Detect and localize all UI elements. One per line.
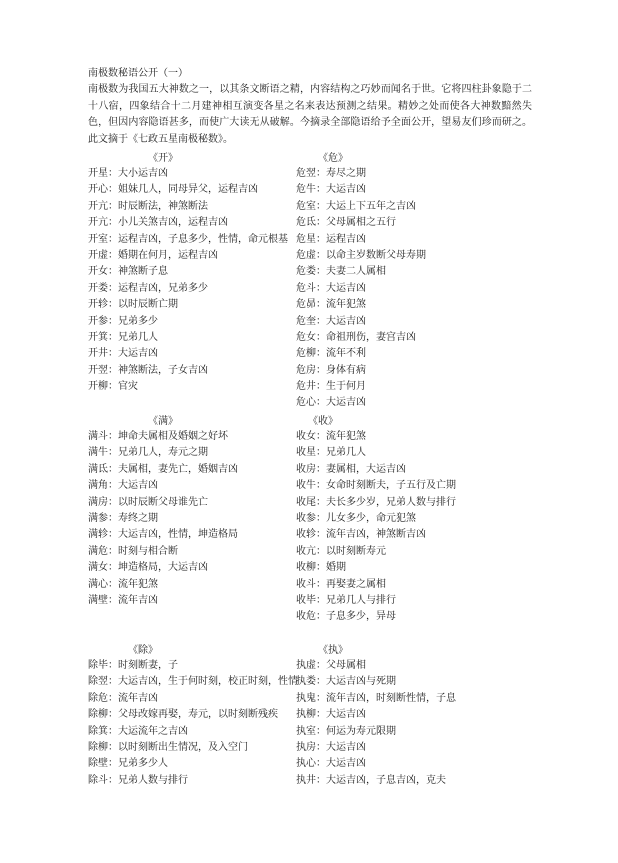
entry-key: 收女： bbox=[296, 431, 326, 442]
entry-kai-4 bbox=[88, 232, 288, 248]
entry-wei-1 bbox=[296, 182, 426, 198]
entry-zhi-0 bbox=[296, 658, 456, 674]
entry-shou-2 bbox=[296, 462, 456, 478]
entry-key: 收星： bbox=[296, 447, 326, 459]
entry-zhi-6 bbox=[296, 756, 456, 772]
section-list-zhi bbox=[296, 658, 456, 789]
entry-shou-11 bbox=[296, 609, 456, 625]
entry-key: 危昴： bbox=[296, 299, 326, 311]
entry-zhi-3 bbox=[296, 707, 456, 723]
entry-key: 开轸： bbox=[88, 299, 118, 311]
entry-text: 运程吉凶 bbox=[326, 233, 366, 245]
entry-key: 开柳： bbox=[88, 381, 118, 393]
entry-text: 大运吉凶 bbox=[326, 709, 366, 721]
entry-key: 除斗： bbox=[88, 774, 118, 786]
entry-text: 流年犯煞 bbox=[326, 299, 366, 311]
entry-text: 大运流年之吉凶 bbox=[118, 725, 188, 737]
entry-chu-3 bbox=[88, 707, 298, 723]
entry-text: 时刻断妻，子 bbox=[118, 660, 178, 671]
entry-text: 大运吉凶 bbox=[326, 282, 366, 294]
entry-text: 运程吉凶，子息多少，性情，命元根基 bbox=[118, 233, 288, 245]
entry-kai-6 bbox=[88, 264, 288, 280]
entry-shou-6 bbox=[296, 527, 456, 543]
entry-key: 执心： bbox=[296, 758, 326, 770]
entry-text: 运程吉凶，兄弟多少 bbox=[118, 282, 208, 294]
section-list-kai bbox=[88, 166, 288, 395]
section-list-wei bbox=[296, 166, 426, 412]
section-list-man bbox=[88, 429, 238, 609]
entry-text: 大运吉凶 bbox=[326, 397, 366, 409]
entry-key: 危翌： bbox=[296, 168, 326, 179]
entry-kai-13 bbox=[88, 379, 288, 395]
entry-text: 何运为寿元限期 bbox=[326, 725, 396, 737]
entry-man-7 bbox=[88, 544, 238, 560]
entry-key: 满房： bbox=[88, 496, 118, 508]
entry-shou-0 bbox=[296, 429, 456, 445]
entry-wei-7 bbox=[296, 281, 426, 297]
entry-text: 大运吉凶 bbox=[326, 741, 366, 753]
entry-text: 兄弟几人 bbox=[326, 447, 366, 459]
section-title-man: 《满》 bbox=[148, 416, 178, 427]
entry-shou-10 bbox=[296, 593, 456, 609]
section-title-kai: 《开》 bbox=[148, 153, 178, 164]
entry-key: 满心： bbox=[88, 578, 118, 590]
entry-text: 流年吉凶，时刻断性情，子息 bbox=[326, 692, 456, 704]
entry-key: 执柳： bbox=[296, 709, 326, 721]
entry-shou-1 bbox=[296, 445, 456, 461]
entry-key: 危奎： bbox=[296, 315, 326, 327]
entry-key: 开亢： bbox=[88, 217, 118, 229]
entry-text: 再娶妻之属相 bbox=[326, 578, 386, 590]
section-list-shou bbox=[296, 429, 456, 626]
entry-text: 兄弟几人 bbox=[118, 331, 158, 343]
section-title-wei: 《危》 bbox=[318, 153, 348, 164]
entry-text: 寿尽之期 bbox=[326, 168, 366, 179]
entry-key: 除壁： bbox=[88, 758, 118, 770]
entry-text: 子息多少，异母 bbox=[326, 611, 396, 623]
entry-wei-13 bbox=[296, 379, 426, 395]
entry-key: 收毕： bbox=[296, 594, 326, 606]
section-title-zhi: 《执》 bbox=[318, 645, 348, 656]
entry-text: 姐妹几人，同母异父，运程吉凶 bbox=[118, 184, 258, 196]
entry-man-9 bbox=[88, 577, 238, 593]
entry-man-6 bbox=[88, 527, 238, 543]
entry-wei-14 bbox=[296, 395, 426, 411]
entry-wei-4 bbox=[296, 232, 426, 248]
entry-key: 开室： bbox=[88, 233, 118, 245]
entry-text: 大运吉凶，生于何时刻，校正时刻，性情 bbox=[118, 676, 298, 688]
entry-text: 小儿关煞吉凶，运程吉凶 bbox=[118, 217, 228, 229]
entry-kai-9 bbox=[88, 314, 288, 330]
entry-text: 兄弟人数与排行 bbox=[118, 774, 188, 786]
entry-key: 执鬼： bbox=[296, 692, 326, 704]
entry-text: 以时刻断寿元 bbox=[326, 545, 386, 557]
entry-text: 坤命夫属相及婚姻之好坏 bbox=[118, 431, 228, 442]
entry-key: 执房： bbox=[296, 741, 326, 753]
entry-key: 执娄： bbox=[296, 676, 326, 688]
entry-kai-12 bbox=[88, 363, 288, 379]
entry-text: 兄弟几人与排行 bbox=[326, 594, 396, 606]
entry-text: 以时辰断亡期 bbox=[118, 299, 178, 311]
entry-chu-4 bbox=[88, 724, 298, 740]
entry-text: 夫妻二人属相 bbox=[326, 266, 386, 278]
entry-text: 婚期在何月，运程吉凶 bbox=[118, 249, 218, 261]
section-list-chu bbox=[88, 658, 298, 789]
entry-kai-8 bbox=[88, 297, 288, 313]
entry-text: 流年犯煞 bbox=[118, 578, 158, 590]
entry-text: 大运吉凶 bbox=[118, 480, 158, 492]
document-title: 南极数秘语公开（一） bbox=[88, 68, 188, 79]
entry-key: 执室： bbox=[296, 725, 326, 737]
entry-key: 危牛： bbox=[296, 184, 326, 196]
entry-wei-11 bbox=[296, 346, 426, 362]
entry-key: 满参： bbox=[88, 512, 118, 524]
entry-wei-6 bbox=[296, 264, 426, 280]
entry-key: 满角： bbox=[88, 480, 118, 492]
entry-text: 兄弟多少 bbox=[118, 315, 158, 327]
entry-key: 危斗： bbox=[296, 282, 326, 294]
entry-key: 开虚： bbox=[88, 249, 118, 261]
entry-text: 时刻与相合断 bbox=[118, 545, 178, 557]
entry-shou-5 bbox=[296, 511, 456, 527]
entry-kai-3 bbox=[88, 215, 288, 231]
entry-man-2 bbox=[88, 462, 238, 478]
entry-chu-5 bbox=[88, 740, 298, 756]
entry-shou-9 bbox=[296, 577, 456, 593]
entry-text: 大小运吉凶 bbox=[118, 168, 168, 179]
entry-kai-7 bbox=[88, 281, 288, 297]
entry-man-5 bbox=[88, 511, 238, 527]
entry-text: 以命主岁数断父母寿期 bbox=[326, 249, 426, 261]
entry-chu-0 bbox=[88, 658, 298, 674]
entry-text: 妻属相，大运吉凶 bbox=[326, 463, 406, 475]
entry-key: 满轸： bbox=[88, 529, 118, 541]
entry-text: 大运上下五年之吉凶 bbox=[326, 200, 416, 212]
entry-text: 时辰断法，神煞断法 bbox=[118, 200, 208, 212]
entry-key: 满危： bbox=[88, 545, 118, 557]
entry-key: 执井： bbox=[296, 774, 326, 786]
entry-key: 满氐： bbox=[88, 463, 118, 475]
entry-key: 收斗： bbox=[296, 578, 326, 590]
entry-key: 收柳： bbox=[296, 562, 326, 574]
entry-key: 收亢： bbox=[296, 545, 326, 557]
entry-chu-1 bbox=[88, 674, 298, 690]
entry-text: 兄弟多少人 bbox=[118, 758, 168, 770]
entry-wei-8 bbox=[296, 297, 426, 313]
entry-key: 收轸： bbox=[296, 529, 326, 541]
entry-text: 流年犯煞 bbox=[326, 431, 366, 442]
entry-text: 父母属相之五行 bbox=[326, 217, 396, 229]
entry-kai-1 bbox=[88, 182, 288, 198]
entry-wei-5 bbox=[296, 248, 426, 264]
entry-key: 除柳： bbox=[88, 741, 118, 753]
entry-text: 身体有病 bbox=[326, 364, 366, 376]
entry-text: 生于何月 bbox=[326, 381, 366, 393]
entry-wei-0 bbox=[296, 166, 426, 182]
entry-key: 开井： bbox=[88, 348, 118, 360]
entry-text: 神煞断法，子女吉凶 bbox=[118, 364, 208, 376]
entry-key: 危井： bbox=[296, 381, 326, 393]
entry-kai-11 bbox=[88, 346, 288, 362]
entry-key: 危房： bbox=[296, 364, 326, 376]
entry-key: 开参： bbox=[88, 315, 118, 327]
entry-key: 危室： bbox=[296, 200, 326, 212]
entry-man-0 bbox=[88, 429, 238, 445]
entry-shou-8 bbox=[296, 560, 456, 576]
entry-text: 命祖刑伤，妻宫吉凶 bbox=[326, 331, 416, 343]
entry-key: 收危： bbox=[296, 611, 326, 623]
entry-key: 收尾： bbox=[296, 496, 326, 508]
entry-chu-6 bbox=[88, 756, 298, 772]
entry-text: 父母属相 bbox=[326, 660, 366, 671]
entry-text: 流年不利 bbox=[326, 348, 366, 360]
entry-man-10 bbox=[88, 593, 238, 609]
entry-shou-4 bbox=[296, 495, 456, 511]
entry-text: 兄弟几人，寿元之期 bbox=[118, 447, 208, 459]
entry-text: 女命时刻断夫，子五行及亡期 bbox=[326, 480, 456, 492]
entry-text: 大运吉凶 bbox=[326, 758, 366, 770]
entry-key: 危柳： bbox=[296, 348, 326, 360]
entry-text: 大运吉凶，子息吉凶，克夫 bbox=[326, 774, 446, 786]
document-intro: 南极数为我国五大神数之一，以其条文断语之精，内容结构之巧妙而闻名于世。它将四柱卦象隐于二十八宿，四象结合十二月建神相互演变各星之名来表达预测之结果。精妙之处而使各大神数黯然失色，但因内容隐语甚多，而使广大读无从破解。今摘录全部隐语给予全面公开，望易友们珍而研之。此文摘于《七政五星南极秘数》。 bbox=[88, 84, 532, 145]
entry-wei-9 bbox=[296, 314, 426, 330]
entry-shou-3 bbox=[296, 478, 456, 494]
entry-key: 满斗： bbox=[88, 431, 118, 442]
entry-key: 除箕： bbox=[88, 725, 118, 737]
entry-key: 执虚： bbox=[296, 660, 326, 671]
entry-key: 收参： bbox=[296, 512, 326, 524]
entry-wei-10 bbox=[296, 330, 426, 346]
entry-chu-7 bbox=[88, 773, 298, 789]
entry-key: 开娄： bbox=[88, 282, 118, 294]
entry-text: 婚期 bbox=[326, 562, 346, 574]
entry-key: 危虚： bbox=[296, 249, 326, 261]
entry-text: 流年吉凶 bbox=[118, 594, 158, 606]
entry-wei-2 bbox=[296, 199, 426, 215]
entry-text: 神煞断子息 bbox=[118, 266, 168, 278]
entry-text: 以时刻断出生情况，及入空门 bbox=[118, 741, 248, 753]
entry-kai-10 bbox=[88, 330, 288, 346]
entry-text: 大运吉凶 bbox=[326, 184, 366, 196]
entry-text: 夫属相，妻先亡，婚姻吉凶 bbox=[118, 463, 238, 475]
entry-text: 坤造格局，大运吉凶 bbox=[118, 562, 208, 574]
entry-text: 大运吉凶与死期 bbox=[326, 676, 396, 688]
entry-text: 官灾 bbox=[118, 381, 138, 393]
entry-text: 流年吉凶，神煞断吉凶 bbox=[326, 529, 426, 541]
entry-key: 开亢： bbox=[88, 200, 118, 212]
entry-text: 寿终之期 bbox=[118, 512, 158, 524]
entry-key: 开女： bbox=[88, 266, 118, 278]
entry-text: 流年吉凶 bbox=[118, 692, 158, 704]
entry-kai-0 bbox=[88, 166, 288, 182]
entry-key: 开星： bbox=[88, 168, 118, 179]
entry-shou-7 bbox=[296, 544, 456, 560]
entry-key: 危女： bbox=[296, 331, 326, 343]
section-title-shou: 《收》 bbox=[308, 416, 338, 427]
entry-wei-12 bbox=[296, 363, 426, 379]
entry-key: 危氐： bbox=[296, 217, 326, 229]
entry-text: 大运吉凶 bbox=[326, 315, 366, 327]
entry-key: 开心： bbox=[88, 184, 118, 196]
entry-key: 危娄： bbox=[296, 266, 326, 278]
entry-zhi-7 bbox=[296, 773, 456, 789]
entry-zhi-5 bbox=[296, 740, 456, 756]
entry-key: 除危： bbox=[88, 692, 118, 704]
entry-key: 危星： bbox=[296, 233, 326, 245]
entry-key: 收房： bbox=[296, 463, 326, 475]
entry-kai-2 bbox=[88, 199, 288, 215]
entry-kai-5 bbox=[88, 248, 288, 264]
entry-zhi-1 bbox=[296, 674, 456, 690]
entry-man-8 bbox=[88, 560, 238, 576]
entry-man-4 bbox=[88, 495, 238, 511]
entry-key: 收牛： bbox=[296, 480, 326, 492]
entry-man-1 bbox=[88, 445, 238, 461]
entry-zhi-2 bbox=[296, 691, 456, 707]
entry-key: 除柳： bbox=[88, 709, 118, 721]
entry-zhi-4 bbox=[296, 724, 456, 740]
entry-text: 夫长多少岁，兄弟人数与排行 bbox=[326, 496, 456, 508]
entry-key: 开翌： bbox=[88, 364, 118, 376]
entry-wei-3 bbox=[296, 215, 426, 231]
entry-key: 满牛： bbox=[88, 447, 118, 459]
entry-text: 大运吉凶 bbox=[118, 348, 158, 360]
entry-text: 以时辰断父母谁先亡 bbox=[118, 496, 208, 508]
entry-key: 开箕： bbox=[88, 331, 118, 343]
entry-chu-2 bbox=[88, 691, 298, 707]
entry-man-3 bbox=[88, 478, 238, 494]
entry-text: 大运吉凶，性情，坤造格局 bbox=[118, 529, 238, 541]
entry-key: 满壁： bbox=[88, 594, 118, 606]
entry-text: 儿女多少，命元犯煞 bbox=[326, 512, 416, 524]
section-title-chu: 《除》 bbox=[128, 645, 158, 656]
entry-key: 除毕： bbox=[88, 660, 118, 671]
entry-key: 除翌： bbox=[88, 676, 118, 688]
entry-key: 危心： bbox=[296, 397, 326, 409]
entry-key: 满女： bbox=[88, 562, 118, 574]
entry-text: 父母改嫁再娶，寿元，以时刻断残疾 bbox=[118, 709, 278, 721]
